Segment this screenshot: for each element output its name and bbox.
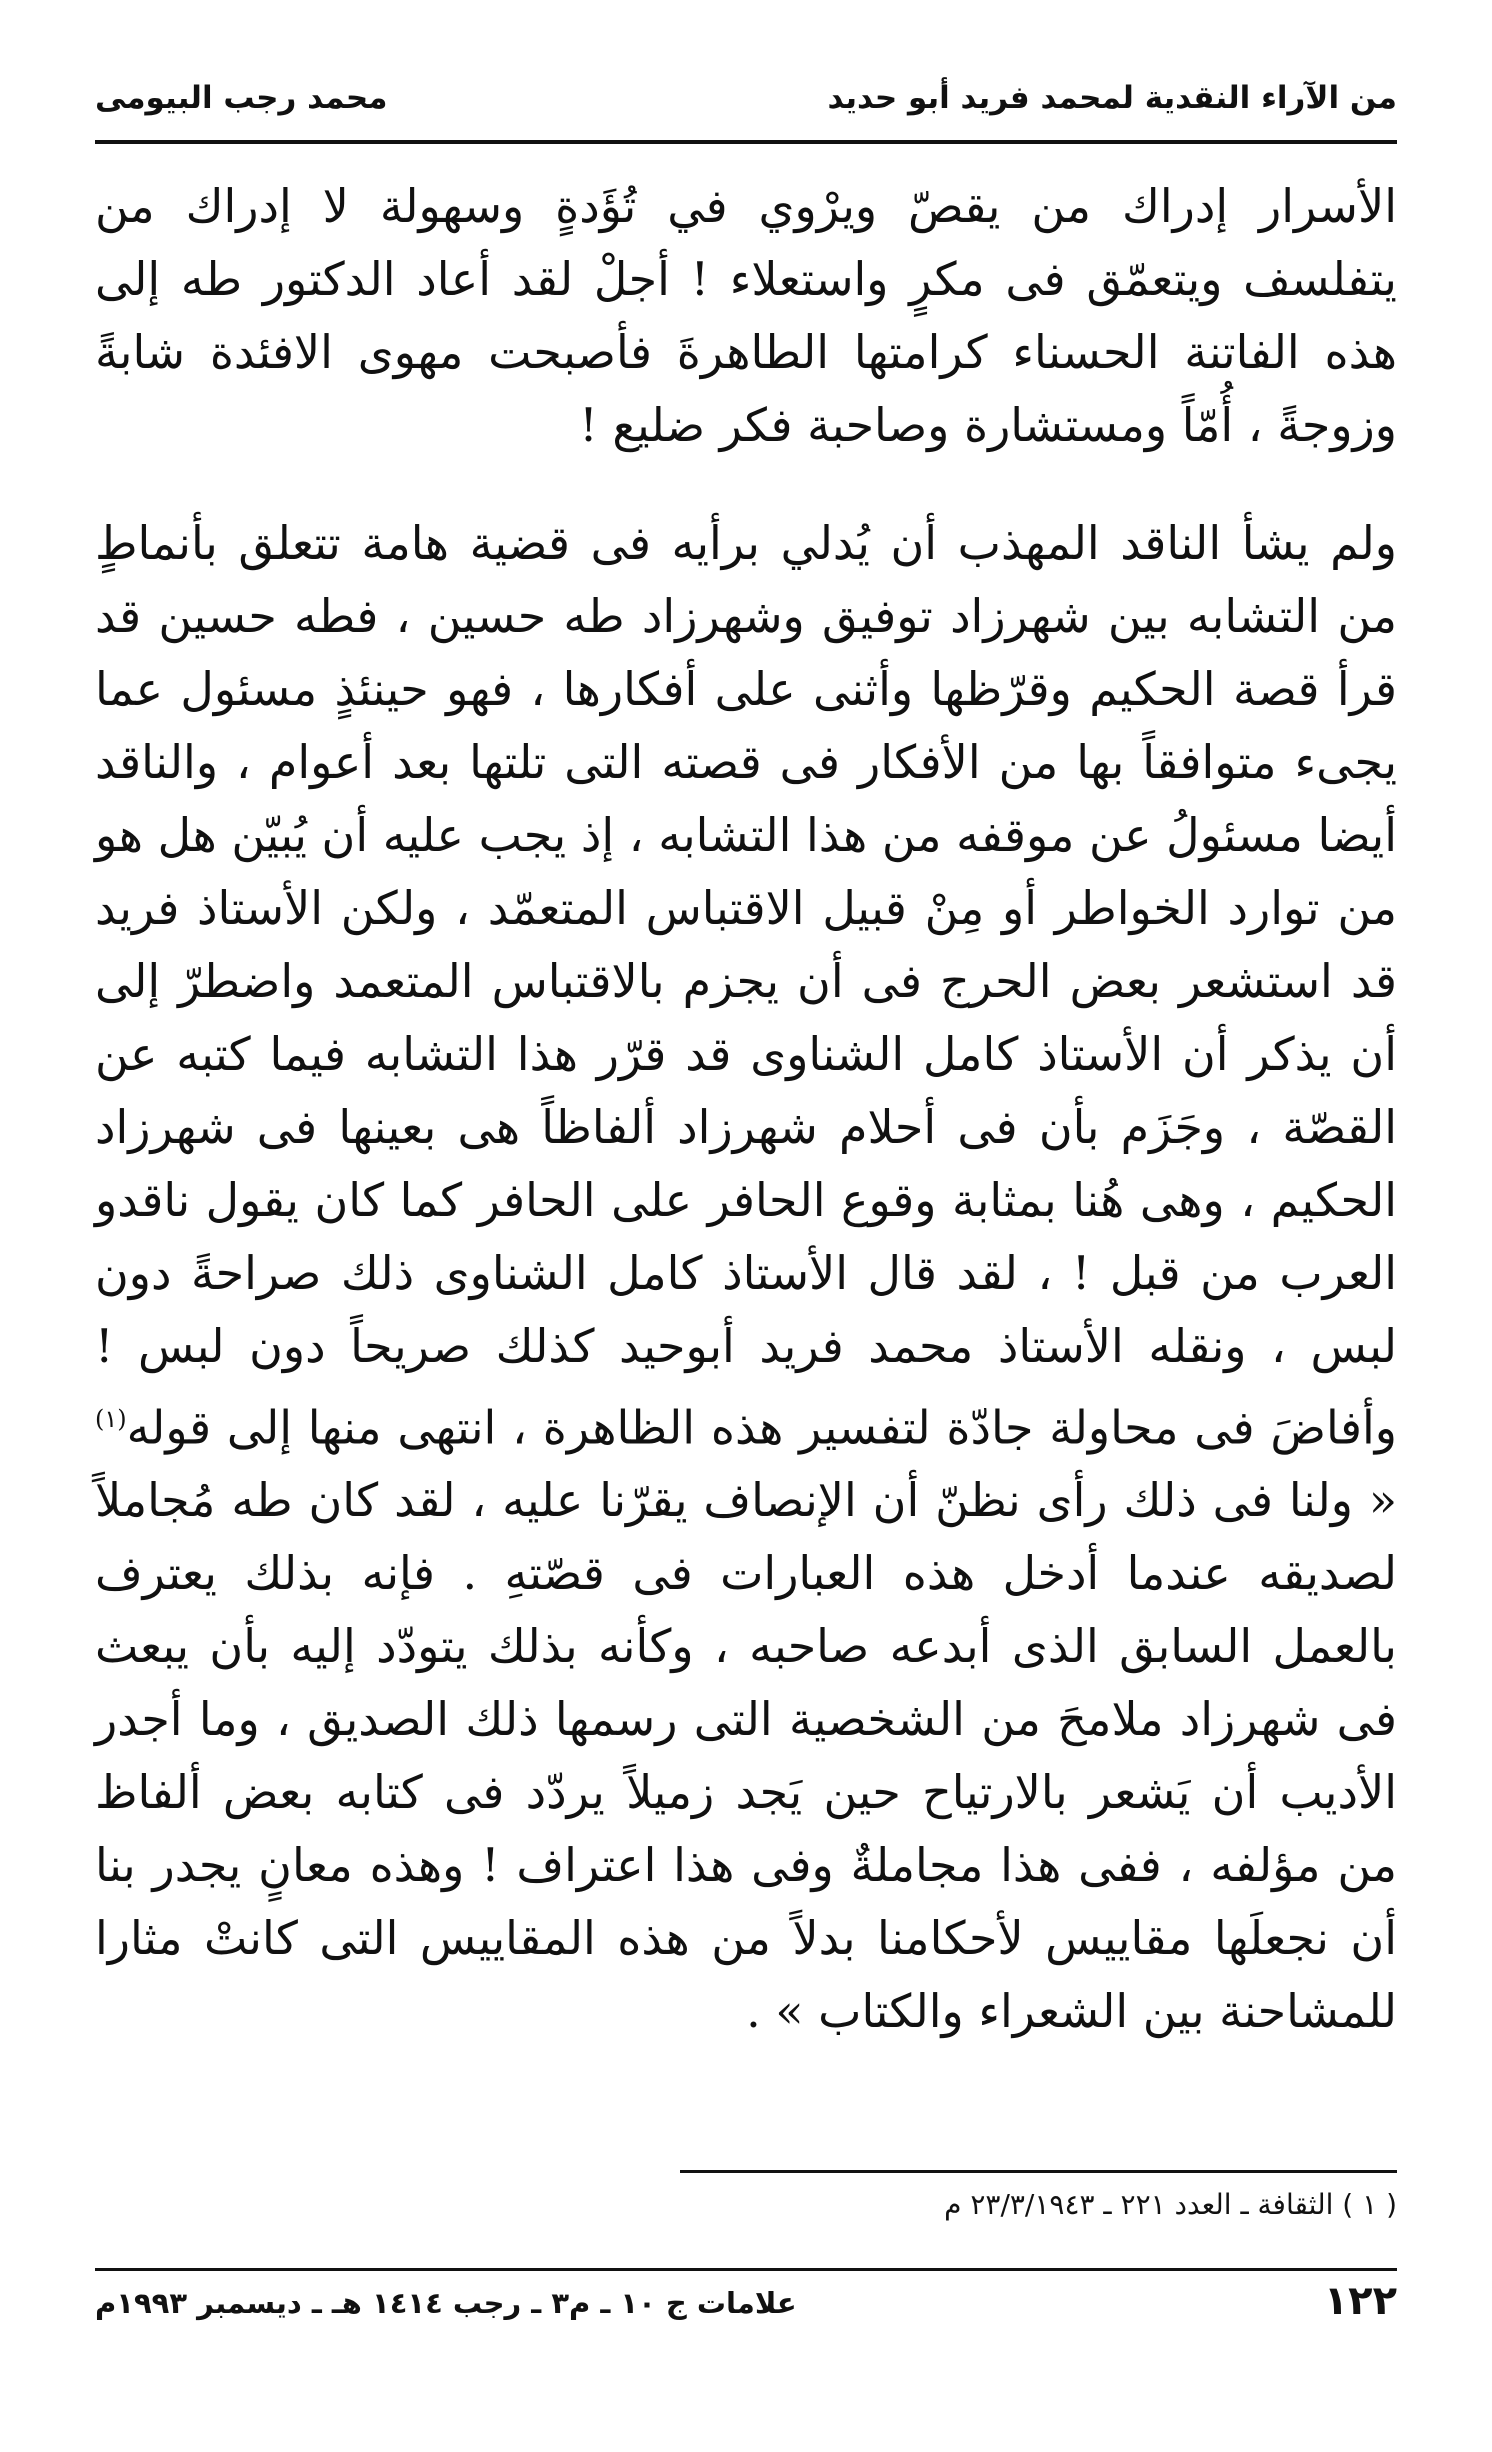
footnote-marker: (١) [95, 1405, 127, 1433]
paragraph-1: الأسرار إدراك من يقصّ ويرْوي في تُؤَدةٍ وسهولة لا إدراك من يتفلسف ويتعمّق فى مكرٍ واستعلاء ! أجلْ لقد أعاد الدكتور طه إلى هذه الفاتنة الحسناء كرامتها الطاهرةَ فأصبحت مهوى الافئدة شابةً وزوجةً ، أُمّاً ومستشارة وصاحبة فكر ضليع ! [95, 179, 1397, 452]
footnote: ( ١ ) الثقافة ـ العدد ٢٢١ ـ ٢٣/٣/١٩٤٣ م [944, 2188, 1397, 2221]
footer-rule [95, 2268, 1397, 2271]
footnote-rule [680, 2170, 1397, 2173]
paragraph-2 [95, 507, 1397, 2048]
running-header [95, 72, 1397, 132]
issue-info: علامات ج ١٠ ـ م٣ ـ رجب ١٤١٤ هـ ـ ديسمبر ١٩٩٣م [95, 2286, 797, 2320]
paragraph-2-text: ولم يشأ الناقد المهذب أن يُدلي برأيه فى قضية هامة تتعلق بأنماطٍ من التشابه بين شهرزاد توفيق وشهرزاد طه حسين ، فطه حسين قد قرأ قصة الحكيم وقرّظها وأثنى على أفكارها ، فهو حينئذٍ مسئول عما يجىء متوافقاً بها من الأفكار فى قصته التى تلتها بعد أعوام ، والناقد أيضا مسئولُ عن موقفه من هذا التشابه ، إذ يجب عليه أن يُبيّن هل هو من توارد الخواطر أو مِنْ قبيل الاقتباس المتعمّد ، ولكن الأستاذ فريد قد استشعر بعض الحرج فى أن يجزم بالاقتباس المتعمد واضطرّ إلى أن يذكر أن الأستاذ كامل الشناوى قد قرّر هذا التشابه فيما كتبه عن القصّة ، وجَزَم بأن فى أحلام شهرزاد ألفاظاً هى بعينها فى شهرزاد الحكيم ، وهى هُنا بمثابة وقوع الحافر على الحافر كما كان يقول ناقدو العرب من قبل ! ، لقد قال الأستاذ كامل الشناوى ذلك صراحةً دون لبس ، ونقله الأستاذ محمد فريد أبوحيد كذلك صريحاً دون لبس ! وأفاضَ فى محاولة جادّة لتفسير هذه الظاهرة ، انتهى منها إلى قوله [94, 516, 1397, 1455]
paragraph-2-quote: « ولنا فى ذلك رأى نظنّ أن الإنصاف يقرّنا عليه ، لقد كان طه مُجاملاً لصديقه عندما أدخل هذه العبارات فى قصّتهِ . فإنه بذلك يعترف بالعمل السابق الذى أبدعه صاحبه ، وكأنه بذلك يتودّد إليه بأن يبعث فى شهرزاد ملامحَ من الشخصية التى رسمها ذلك الصديق ، وما أجدر الأديب أن يَشعر بالارتياح حين يَجد زميلاً يردّد فى كتابه بعض ألفاظ من مؤلفه ، ففى هذا مجاملةٌ وفى هذا اعتراف ! وهذه معانٍ يجدر بنا أن نجعلَها مقاييس لأحكامنا بدلاً من هذه المقاييس التى كانتْ مثارا للمشاحنة بين الشعراء والكتاب » . [95, 1473, 1397, 2039]
running-author: محمد رجب البيومى [95, 80, 388, 116]
header-rule [95, 140, 1397, 144]
page-number: ١٢٢ [1323, 2278, 1397, 2324]
body-text [95, 170, 1397, 2048]
running-title: من الآراء النقدية لمحمد فريد أبو حديد [827, 80, 1397, 116]
